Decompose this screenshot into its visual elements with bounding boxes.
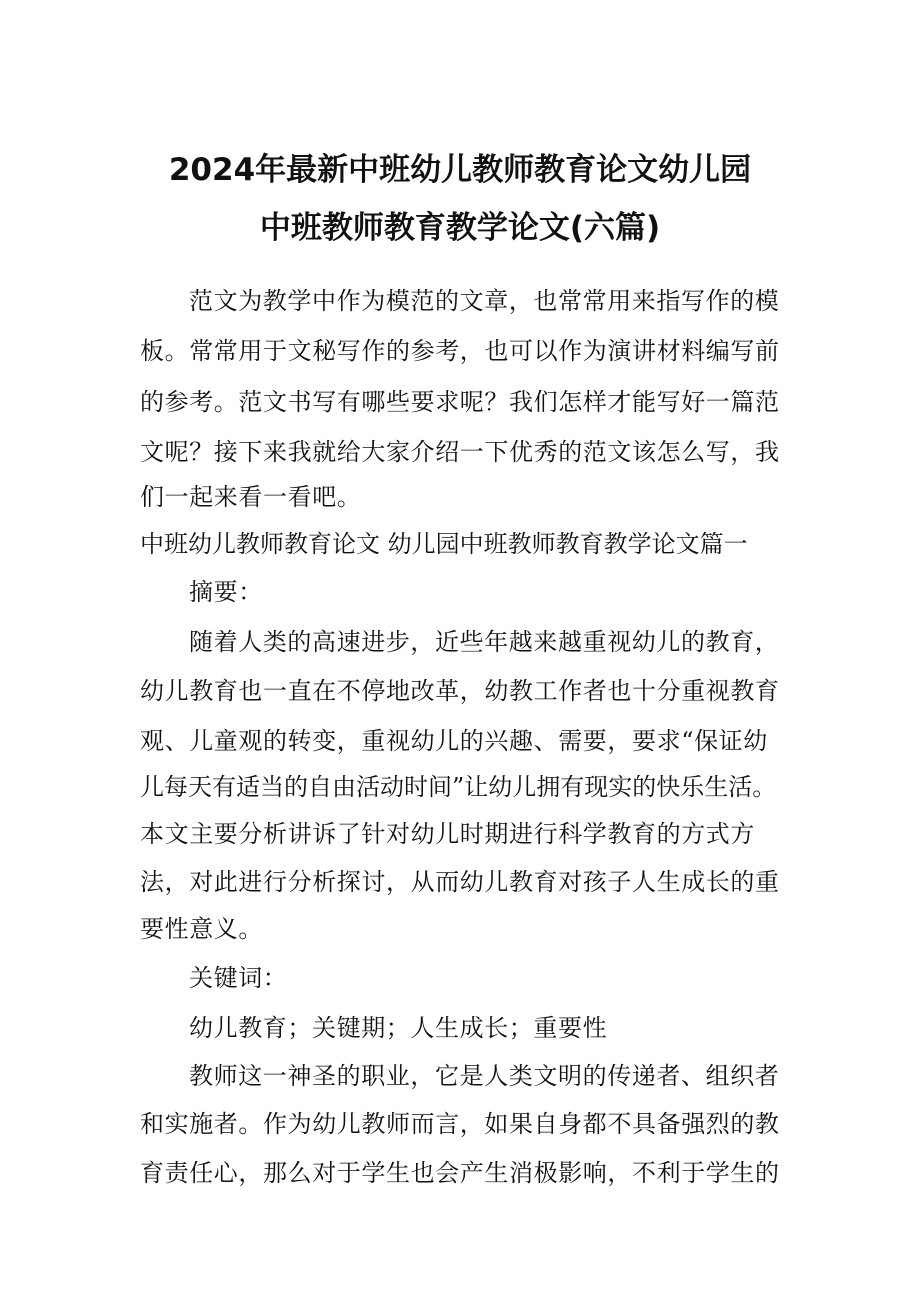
- abstract-paragraph-line: 本文主要分析讲诉了针对幼儿时期进行科学教育的方式方: [140, 820, 755, 848]
- body-paragraph-line: 和实施者。作为幼儿教师而言，如果自身都不具备强烈的教: [140, 1110, 780, 1138]
- abstract-paragraph-line: 法，对此进行分析探讨，从而幼儿教育对孩子人生成长的重: [140, 868, 780, 896]
- abstract-paragraph-line: 幼儿教育也一直在不停地改革，幼教工作者也十分重视教育: [140, 677, 780, 705]
- intro-paragraph-line: 范文为教学中作为模范的文章，也常常用来指写作的模: [189, 287, 780, 315]
- abstract-paragraph-line: 儿每天有适当的自由活动时间”让幼儿拥有现实的快乐生活。: [140, 773, 777, 801]
- intro-paragraph-line: 们一起来看一看吧。: [140, 483, 362, 511]
- intro-paragraph-line: 的参考。范文书写有哪些要求呢？我们怎样才能写好一篇范: [140, 388, 780, 416]
- document-title-line-2: 中班教师教育教学论文(六篇): [259, 210, 661, 246]
- document-title-line-1: 2024年最新中班幼儿教师教育论文幼儿园: [168, 152, 752, 188]
- abstract-paragraph-line: 观、儿童观的转变，重视幼儿的兴趣、需要，要求“保证幼: [140, 727, 768, 755]
- intro-paragraph-line: 板。常常用于文秘写作的参考，也可以作为演讲材料编写前: [140, 337, 780, 365]
- keywords-label: 关键词：: [189, 964, 288, 992]
- abstract-label: 摘要：: [189, 578, 263, 606]
- abstract-paragraph-line: 要性意义。: [140, 915, 263, 943]
- keywords-line: 幼儿教育；关键期；人生成长；重要性: [189, 1014, 608, 1042]
- body-paragraph-line: 教师这一神圣的职业，它是人类文明的传递者、组织者: [189, 1062, 780, 1090]
- intro-paragraph-line: 文呢？接下来我就给大家介绍一下优秀的范文该怎么写，我: [140, 438, 780, 466]
- body-paragraph-line: 育责任心，那么对于学生也会产生消极影响，不利于学生的: [140, 1159, 780, 1187]
- abstract-paragraph-line: 随着人类的高速进步，近些年越来越重视幼儿的教育，: [189, 628, 780, 656]
- section-heading: 中班幼儿教师教育论文 幼儿园中班教师教育教学论文篇一: [140, 530, 748, 558]
